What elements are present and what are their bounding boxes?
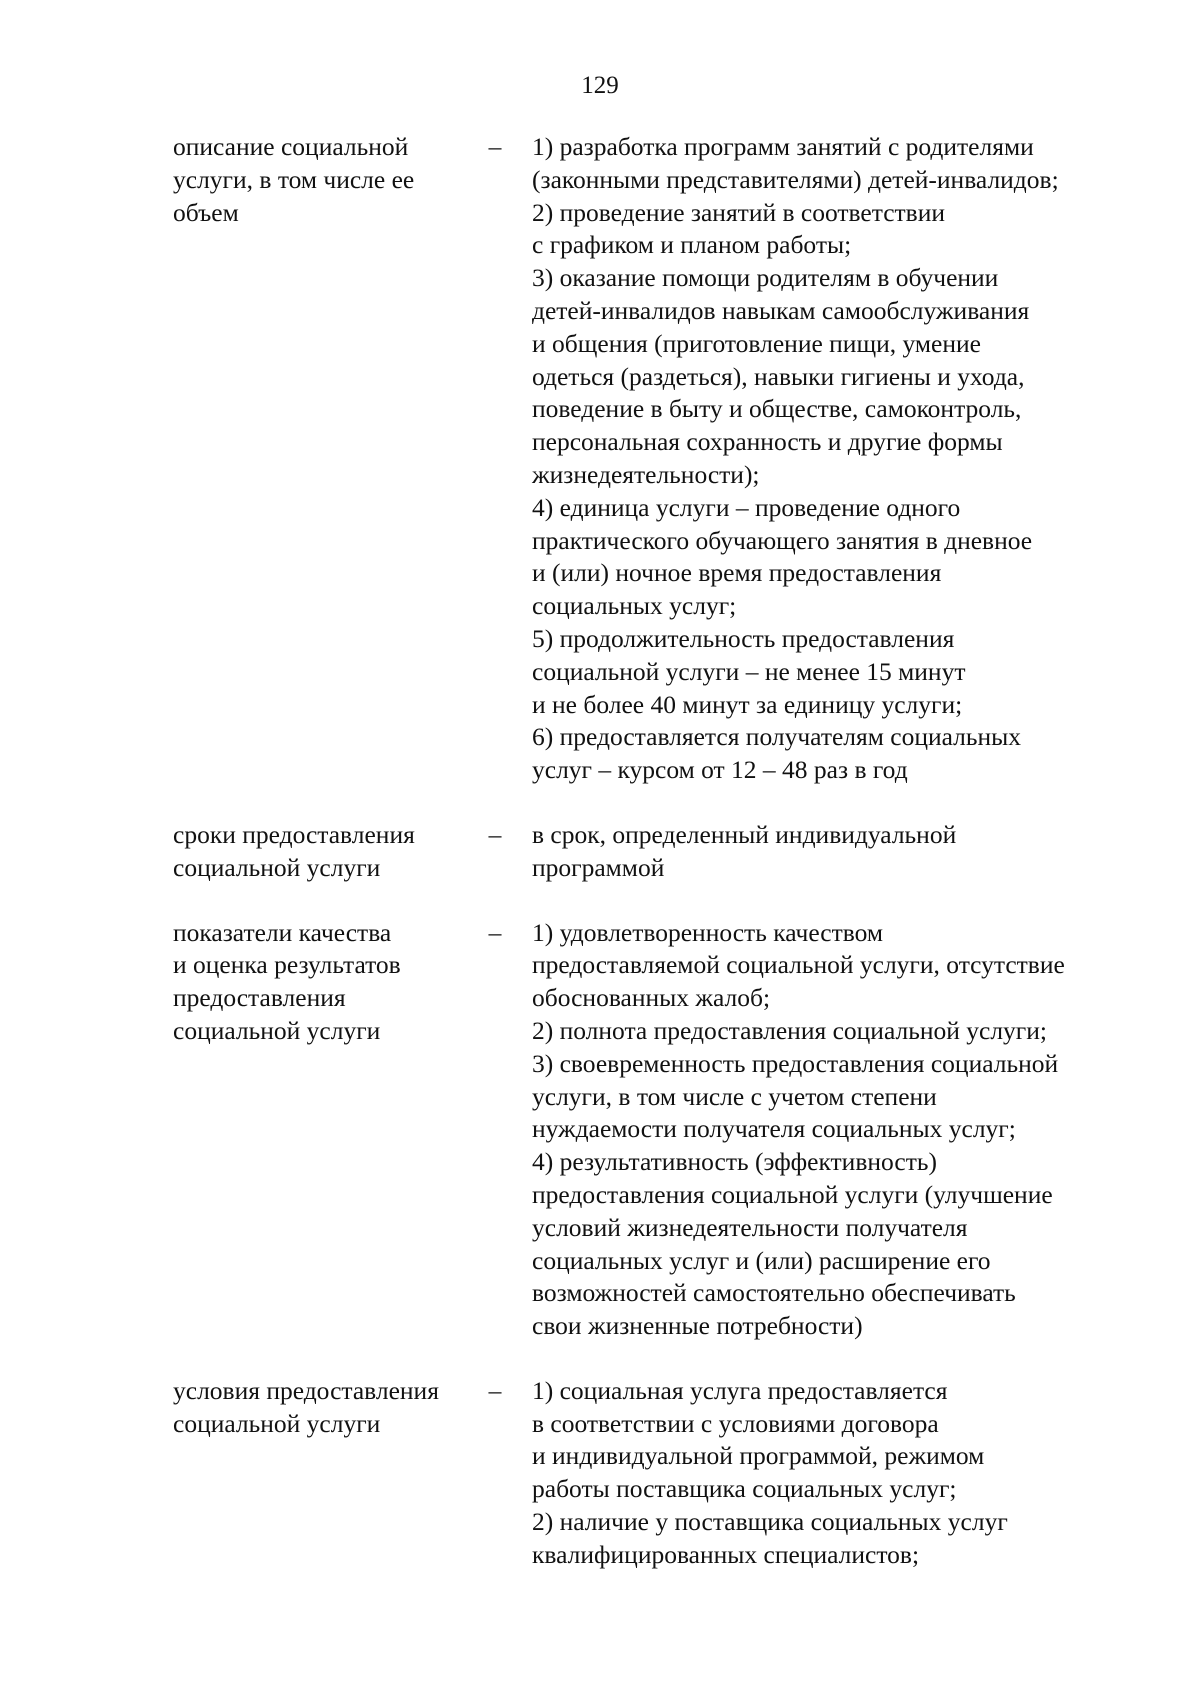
value-line: и общения (приготовление пищи, умение <box>532 328 981 358</box>
value-line: и индивидуальной программой, режимом <box>532 1441 985 1471</box>
row-dash: – <box>488 917 502 947</box>
label-line: социальной услуги <box>173 1408 381 1438</box>
row-label <box>173 819 503 885</box>
row-label <box>173 131 503 229</box>
value-line: нуждаемости получателя социальных услуг; <box>532 1114 1016 1144</box>
label-line: социальной услуги <box>173 852 381 882</box>
label-line: объем <box>173 197 239 227</box>
value-line: услуги, в том числе с учетом степени <box>532 1081 937 1111</box>
value-line: 6) предоставляется получателям социальных <box>532 722 1022 752</box>
value-line: и не более 40 минут за единицу услуги; <box>532 689 963 719</box>
value-line: персональная сохранность и другие формы <box>532 427 1003 457</box>
row-value <box>532 131 1142 787</box>
value-line: 3) оказание помощи родителям в обучении <box>532 263 999 293</box>
value-line: программой <box>532 852 665 882</box>
value-line: 1) разработка программ занятий с родителями <box>532 132 1034 161</box>
row-dash: – <box>488 1375 502 1405</box>
value-line: практического обучающего занятия в дневное <box>532 525 1033 555</box>
value-line: услуг – курсом от 12 – 48 раз в год <box>532 755 908 785</box>
row-service-conditions <box>0 1375 1200 1572</box>
value-line: одеться (раздеться), навыки гигиены и ухода, <box>532 361 1025 391</box>
value-line: жизнедеятельности); <box>532 459 760 489</box>
value-line: с графиком и планом работы; <box>532 230 852 260</box>
value-line: в срок, определенный индивидуальной <box>532 819 957 849</box>
row-service-description <box>0 131 1200 787</box>
value-line: социальных услуг и (или) расширение его <box>532 1245 991 1275</box>
row-value <box>532 1375 1142 1572</box>
value-line: предоставления социальной услуги (улучшение <box>532 1179 1053 1209</box>
value-line: 2) проведение занятий в соответствии <box>532 197 945 227</box>
value-line: обоснованных жалоб; <box>532 983 771 1013</box>
value-line: 2) полнота предоставления социальной услуги; <box>532 1015 1047 1045</box>
label-line: описание социальной <box>173 132 409 161</box>
row-dash: – <box>488 819 502 849</box>
value-line: социальных услуг; <box>532 591 737 621</box>
value-line: (законными представителями) детей-инвалидов; <box>532 164 1059 194</box>
value-line: предоставляемой социальной услуги, отсутствие <box>532 950 1065 980</box>
label-line: сроки предоставления <box>173 819 415 849</box>
document-body <box>0 131 1200 1572</box>
row-value <box>532 819 1142 885</box>
label-line: социальной услуги <box>173 1015 381 1045</box>
value-line: 1) удовлетворенность качеством <box>532 917 884 947</box>
value-line: в соответствии с условиями договора <box>532 1408 939 1438</box>
row-value <box>532 917 1142 1343</box>
value-line: работы поставщика социальных услуг; <box>532 1474 957 1504</box>
row-dash: – <box>488 132 502 161</box>
row-quality-indicators <box>0 917 1200 1343</box>
value-line: и (или) ночное время предоставления <box>532 558 942 588</box>
value-line: 5) продолжительность предоставления <box>532 623 955 653</box>
value-line: свои жизненные потребности) <box>532 1311 863 1341</box>
value-line: квалифицированных специалистов; <box>532 1539 920 1569</box>
value-line: детей-инвалидов навыкам самообслуживания <box>532 295 1030 325</box>
value-line: 2) наличие у поставщика социальных услуг <box>532 1507 1008 1537</box>
value-line: поведение в быту и обществе, самоконтроль, <box>532 394 1022 424</box>
row-service-terms <box>0 819 1200 885</box>
value-line: социальной услуги – не менее 15 минут <box>532 656 966 686</box>
value-line: условий жизнедеятельности получателя <box>532 1212 968 1242</box>
label-line: показатели качества <box>173 917 392 947</box>
row-label <box>173 1375 503 1441</box>
label-line: и оценка результатов <box>173 950 401 980</box>
label-line: условия предоставления <box>173 1375 439 1405</box>
page-number: 129 <box>581 72 619 99</box>
value-line: 4) единица услуги – проведение одного <box>532 492 961 522</box>
label-line: предоставления <box>173 983 346 1013</box>
value-line: возможностей самостоятельно обеспечивать <box>532 1278 1016 1308</box>
value-line: 4) результативность (эффективность) <box>532 1147 937 1177</box>
value-line: 3) своевременность предоставления социальной <box>532 1048 1059 1078</box>
row-label <box>173 917 503 1048</box>
label-line: услуги, в том числе ее <box>173 164 415 194</box>
value-line: 1) социальная услуга предоставляется <box>532 1375 948 1405</box>
